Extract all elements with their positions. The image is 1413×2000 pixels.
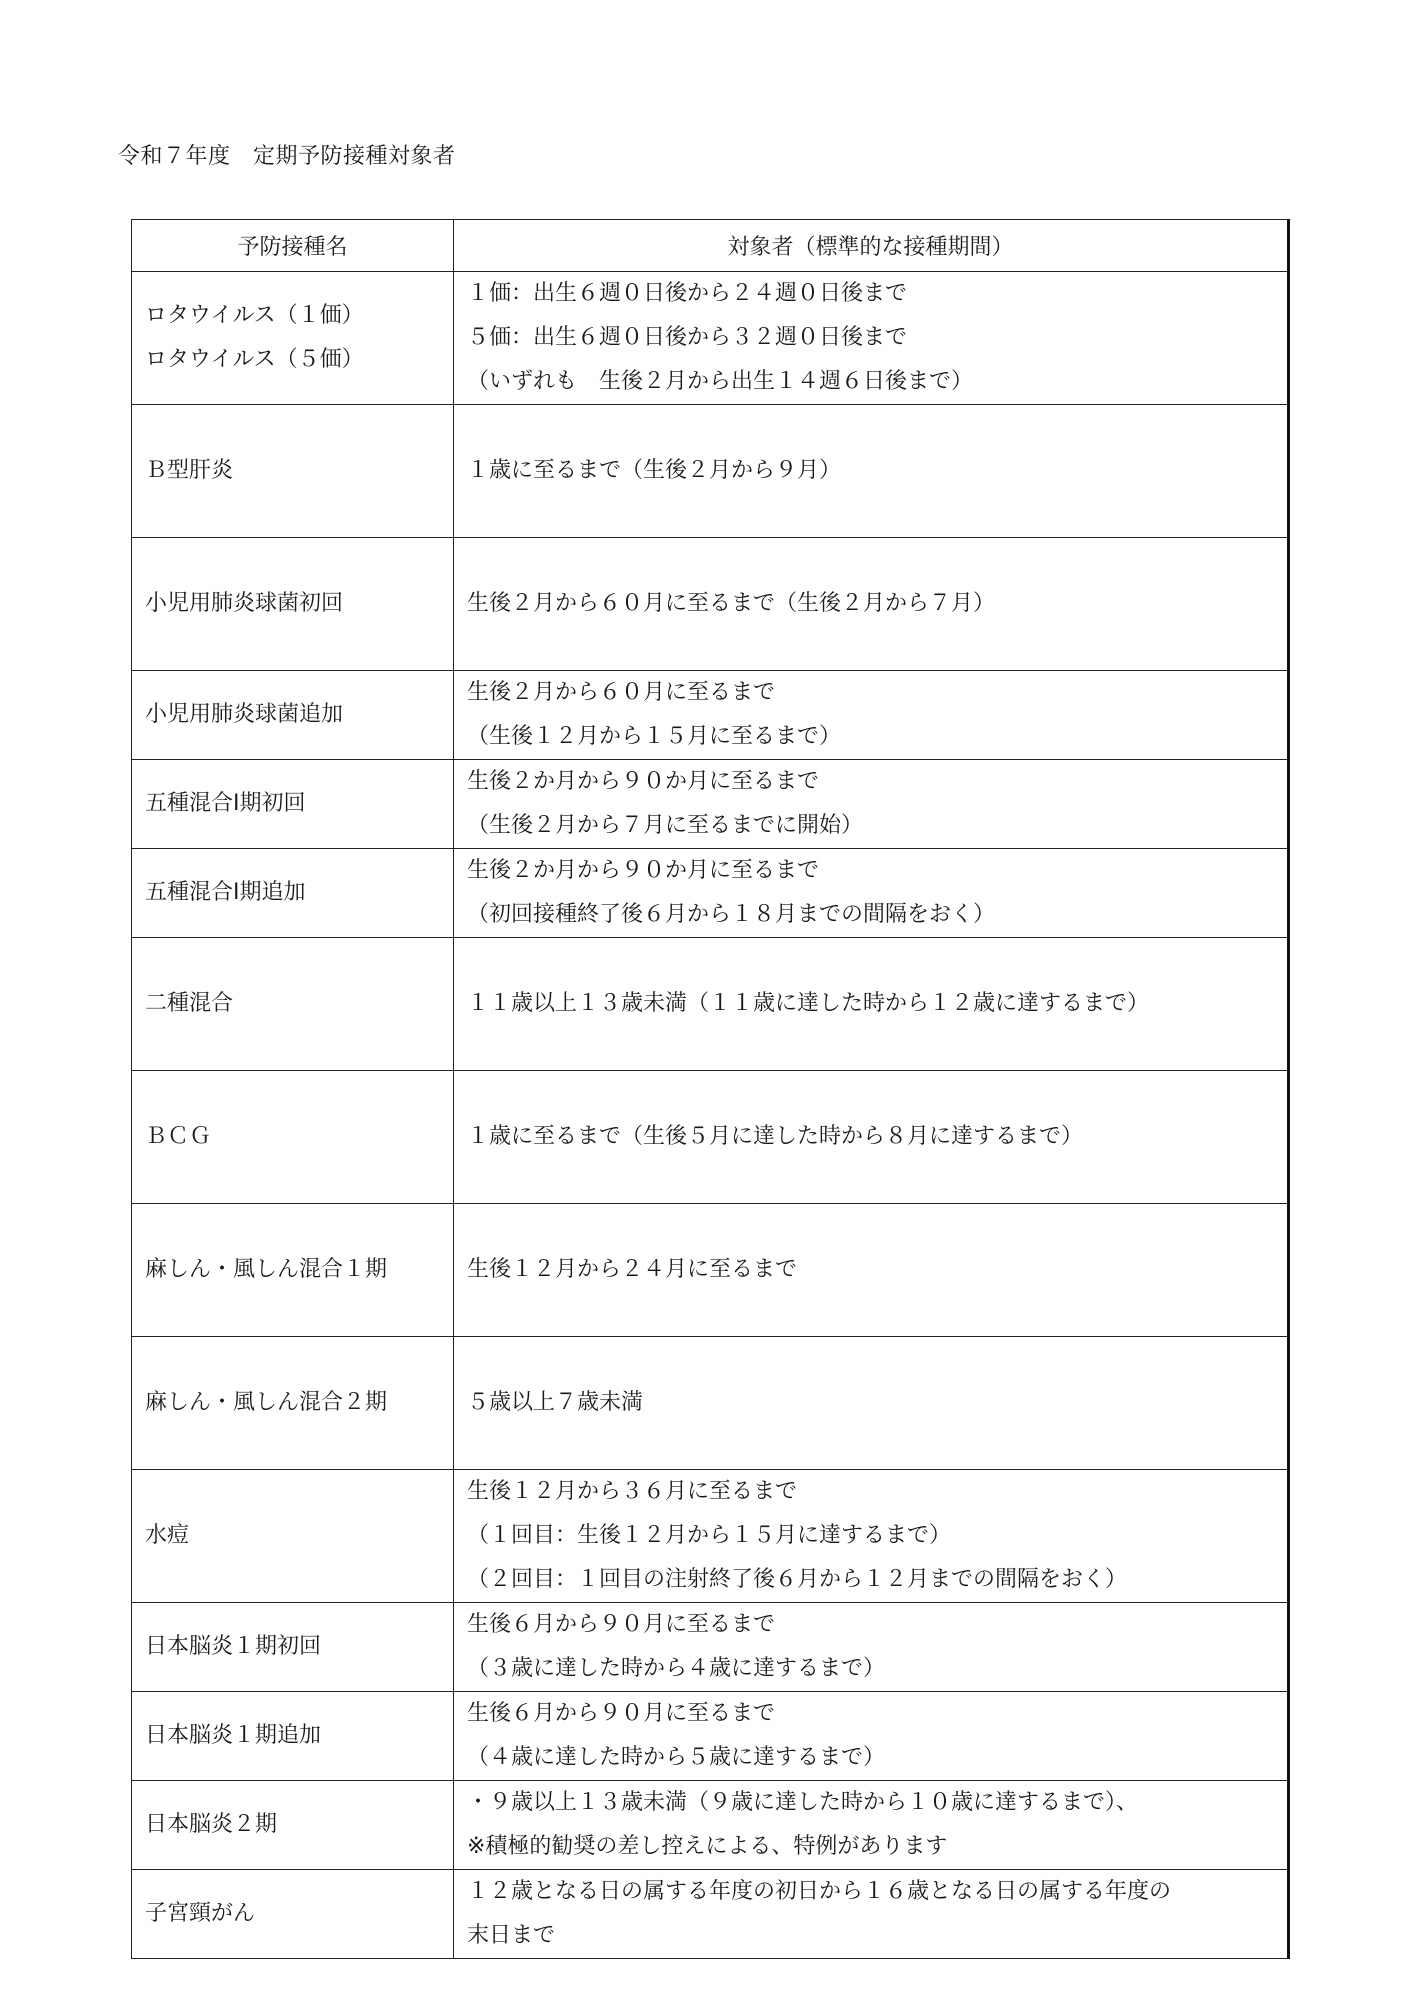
- target-description: １歳に至るまで（生後２月から９月）: [467, 458, 842, 483]
- target-persons-cell: [454, 405, 1289, 538]
- vaccine-name-cell: [132, 849, 454, 938]
- table-row: [132, 1470, 1289, 1603]
- table-row: [132, 405, 1289, 538]
- target-description: （３歳に達した時から４歳に達するまで）: [467, 1656, 886, 1681]
- vaccine-name: ロタウイルス（５価）: [145, 347, 364, 372]
- vaccine-name-cell: [132, 272, 454, 405]
- target-persons-cell: [454, 849, 1289, 938]
- vaccine-name: 五種混合Ⅰ期追加: [145, 880, 306, 905]
- vaccine-name: 五種混合Ⅰ期初回: [145, 791, 306, 816]
- page-title: 令和７年度 定期予防接種対象者: [118, 144, 456, 169]
- target-persons-cell: [454, 1337, 1289, 1470]
- vaccine-name-cell: [132, 1603, 454, 1692]
- target-description: 生後６月から９０月に至るまで: [467, 1612, 776, 1637]
- target-description: （２回目：１回目の注射終了後６月から１２月までの間隔をおく）: [467, 1567, 1128, 1592]
- target-description: ５歳以上７歳未満: [467, 1390, 644, 1415]
- table-row: [132, 1071, 1289, 1204]
- table-row: [132, 538, 1289, 671]
- target-description: １歳に至るまで（生後５月に達した時から８月に達するまで）: [467, 1124, 1084, 1149]
- vaccine-name-cell: [132, 405, 454, 538]
- table-header-row: [132, 220, 1289, 272]
- target-description: １１歳以上１３歳未満（１１歳に達した時から１２歳に達するまで）: [467, 991, 1150, 1016]
- vaccine-name: 水痘: [145, 1523, 190, 1548]
- target-persons-cell: [454, 1603, 1289, 1692]
- vaccine-name: ＢＣＧ: [145, 1124, 212, 1149]
- vaccine-name-cell: [132, 760, 454, 849]
- vaccine-name: 麻しん・風しん混合２期: [145, 1390, 388, 1415]
- vaccine-name-cell: [132, 1692, 454, 1781]
- vaccine-name-cell: [132, 538, 454, 671]
- header-vaccine-name: 予防接種名: [132, 220, 454, 272]
- table-row: [132, 272, 1289, 405]
- target-description: （４歳に達した時から５歳に達するまで）: [467, 1745, 886, 1770]
- target-description: 生後２月から６０月に至るまで（生後２月から７月）: [467, 591, 996, 616]
- vaccine-name: 日本脳炎１期追加: [145, 1723, 322, 1748]
- table-row: [132, 1204, 1289, 1337]
- vaccine-name: 麻しん・風しん混合１期: [145, 1257, 388, 1282]
- vaccine-name: ロタウイルス（１価）: [145, 303, 364, 328]
- target-description: （初回接種終了後６月から１８月までの間隔をおく）: [467, 902, 996, 927]
- table-row: [132, 1603, 1289, 1692]
- target-description: 生後２月から６０月に至るまで: [467, 680, 776, 705]
- vaccine-name: Ｂ型肝炎: [145, 458, 234, 483]
- target-description: ※積極的勧奨の差し控えによる、特例があります: [467, 1834, 948, 1859]
- vaccine-name-cell: [132, 1071, 454, 1204]
- target-description: 生後２か月から９０か月に至るまで: [467, 858, 820, 883]
- target-description: （１回目：生後１２月から１５月に達するまで）: [467, 1523, 952, 1548]
- vaccine-name: 子宮頸がん: [145, 1901, 256, 1926]
- target-description: 生後１２月から２４月に至るまで: [467, 1257, 798, 1282]
- target-description: 生後１２月から３６月に至るまで: [467, 1479, 798, 1504]
- target-description: １２歳となる日の属する年度の初日から１６歳となる日の属する年度の: [467, 1879, 1172, 1904]
- vaccine-name: 小児用肺炎球菌初回: [145, 591, 344, 616]
- target-persons-cell: [454, 760, 1289, 849]
- vaccine-name-cell: [132, 671, 454, 760]
- vaccine-name-cell: [132, 1781, 454, 1870]
- target-description: 末日まで: [467, 1923, 556, 1948]
- target-description: 生後６月から９０月に至るまで: [467, 1701, 776, 1726]
- table-row: [132, 1692, 1289, 1781]
- table-row: [132, 1781, 1289, 1870]
- vaccine-name-cell: [132, 1337, 454, 1470]
- vaccine-name: 日本脳炎１期初回: [145, 1634, 322, 1659]
- target-description: （生後２月から７月に至るまでに開始）: [467, 813, 864, 838]
- table-body: [132, 272, 1289, 1959]
- target-description: ５価：出生６週０日後から３２週０日後まで: [467, 325, 908, 350]
- vaccine-name: 小児用肺炎球菌追加: [145, 702, 344, 727]
- target-description: １価：出生６週０日後から２４週０日後まで: [467, 281, 908, 306]
- header-target-persons: 対象者（標準的な接種期間）: [454, 220, 1289, 272]
- target-persons-cell: [454, 1692, 1289, 1781]
- table-row: [132, 671, 1289, 760]
- target-persons-cell: [454, 538, 1289, 671]
- target-description: （生後１２月から１５月に至るまで）: [467, 724, 842, 749]
- vaccine-name: 二種混合: [145, 991, 234, 1016]
- target-description: ・９歳以上１３歳未満（９歳に達した時から１０歳に達するまで）、: [467, 1790, 1139, 1815]
- target-persons-cell: [454, 1470, 1289, 1603]
- target-persons-cell: [454, 272, 1289, 405]
- target-description: 生後２か月から９０か月に至るまで: [467, 769, 820, 794]
- vaccine-name-cell: [132, 1870, 454, 1959]
- target-persons-cell: [454, 938, 1289, 1071]
- target-persons-cell: [454, 671, 1289, 760]
- target-persons-cell: [454, 1870, 1289, 1959]
- table-row: [132, 1870, 1289, 1959]
- target-description: （いずれも 生後２月から出生１４週６日後まで）: [467, 369, 974, 394]
- table-row: [132, 760, 1289, 849]
- target-persons-cell: [454, 1071, 1289, 1204]
- vaccine-name-cell: [132, 1204, 454, 1337]
- vaccine-name-cell: [132, 1470, 454, 1603]
- table-row: [132, 1337, 1289, 1470]
- target-persons-cell: [454, 1204, 1289, 1337]
- vaccine-name-cell: [132, 938, 454, 1071]
- vaccination-schedule-table: [131, 219, 1290, 1959]
- vaccine-name: 日本脳炎２期: [145, 1812, 278, 1837]
- target-persons-cell: [454, 1781, 1289, 1870]
- table-row: [132, 938, 1289, 1071]
- table-row: [132, 849, 1289, 938]
